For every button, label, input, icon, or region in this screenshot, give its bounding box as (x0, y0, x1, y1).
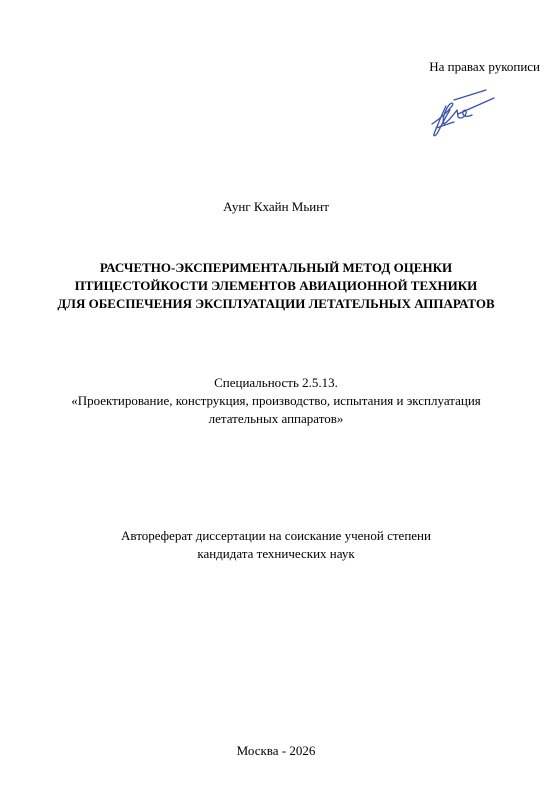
abstract-line: Автореферат диссертации на соискание ученой степени (121, 528, 431, 543)
abstract-line: кандидата технических наук (197, 546, 355, 561)
rights-note: На правах рукописи (429, 59, 540, 74)
title-line: РАСЧЕТНО-ЭКСПЕРИМЕНТАЛЬНЫЙ МЕТОД ОЦЕНКИ (99, 260, 453, 275)
city-year: Москва - 2026 (236, 743, 316, 758)
specialty-line: «Проектирование, конструкция, производство, испытания и эксплуатация (71, 393, 481, 408)
abstract-note (0, 527, 552, 563)
dissertation-title (0, 259, 552, 313)
specialty-block (0, 374, 552, 428)
signature-image (424, 84, 496, 142)
author-name: Аунг Кхайн Мьинт (223, 199, 329, 214)
specialty-line: Специальность 2.5.13. (214, 375, 338, 390)
specialty-line: летательных аппаратов» (208, 411, 344, 426)
title-line: ПТИЦЕСТОЙКОСТИ ЭЛЕМЕНТОВ АВИАЦИОННОЙ ТЕХНИКИ (74, 278, 478, 293)
title-line: ДЛЯ ОБЕСПЕЧЕНИЯ ЭКСПЛУАТАЦИИ ЛЕТАТЕЛЬНЫХ АППАРАТОВ (57, 296, 495, 311)
